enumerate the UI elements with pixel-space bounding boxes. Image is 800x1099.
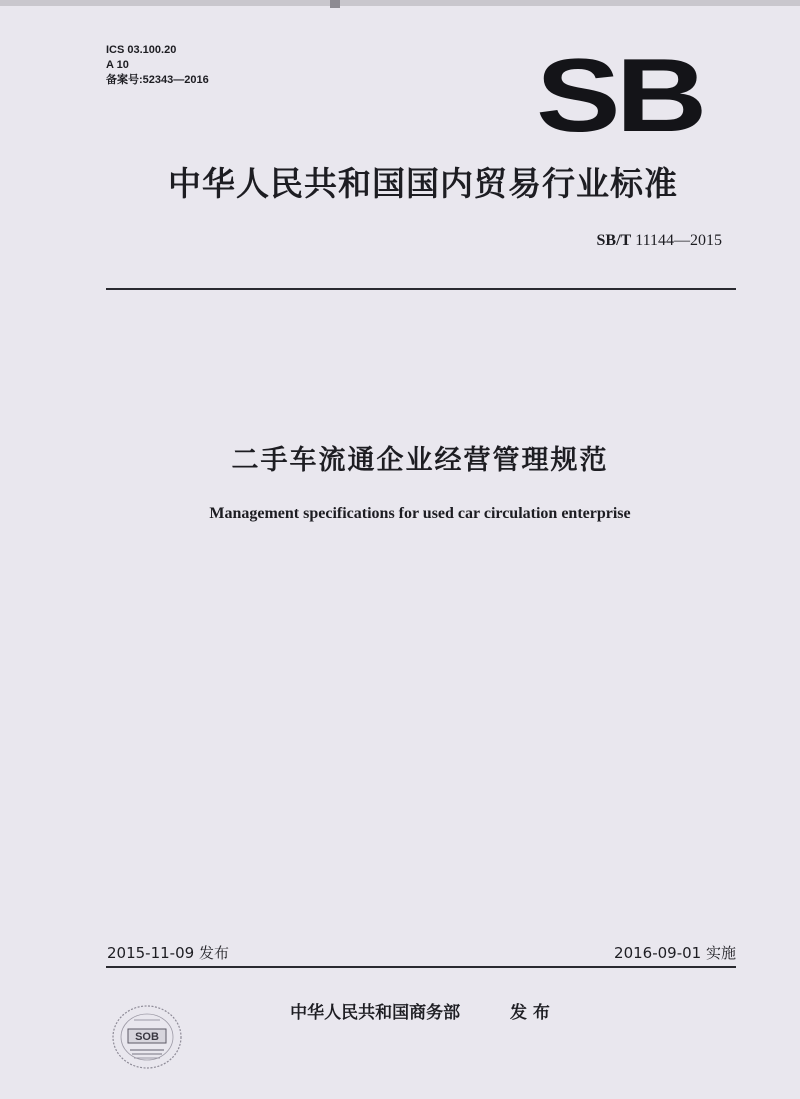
standard-code-number: 11144—2015 [635, 232, 722, 249]
scan-top-edge [0, 0, 800, 6]
publisher-action: 发 布 [509, 1003, 550, 1023]
publisher-name: 中华人民共和国商务部 [290, 1003, 461, 1023]
footer-divider [106, 966, 736, 968]
sb-logo: SB [536, 38, 703, 154]
seal-mark: SOB [135, 1031, 159, 1043]
ics-code: ICS 03.100.20 [106, 44, 177, 56]
document-title: 二手车流通企业经营管理规范 [231, 445, 609, 476]
effective-date: 2016-09-01 实施 [614, 944, 736, 962]
publisher-line [100, 998, 740, 1023]
standard-code-prefix: SB/T [596, 232, 632, 249]
standard-code [500, 232, 722, 250]
standard-type-title: 中华人民共和国国内贸易行业标准 [168, 164, 678, 203]
issue-date: 2015-11-09 发布 [107, 944, 229, 962]
document-title-english: Management specifications for used car circulation enterprise [209, 505, 631, 522]
filing-number: 备案号:52343—2016 [106, 74, 209, 86]
anti-counterfeit-seal-icon [110, 1003, 184, 1073]
ccs-code: A 10 [106, 59, 129, 71]
classification-block [106, 43, 209, 88]
scan-notch [330, 0, 340, 8]
header-divider [106, 288, 736, 290]
